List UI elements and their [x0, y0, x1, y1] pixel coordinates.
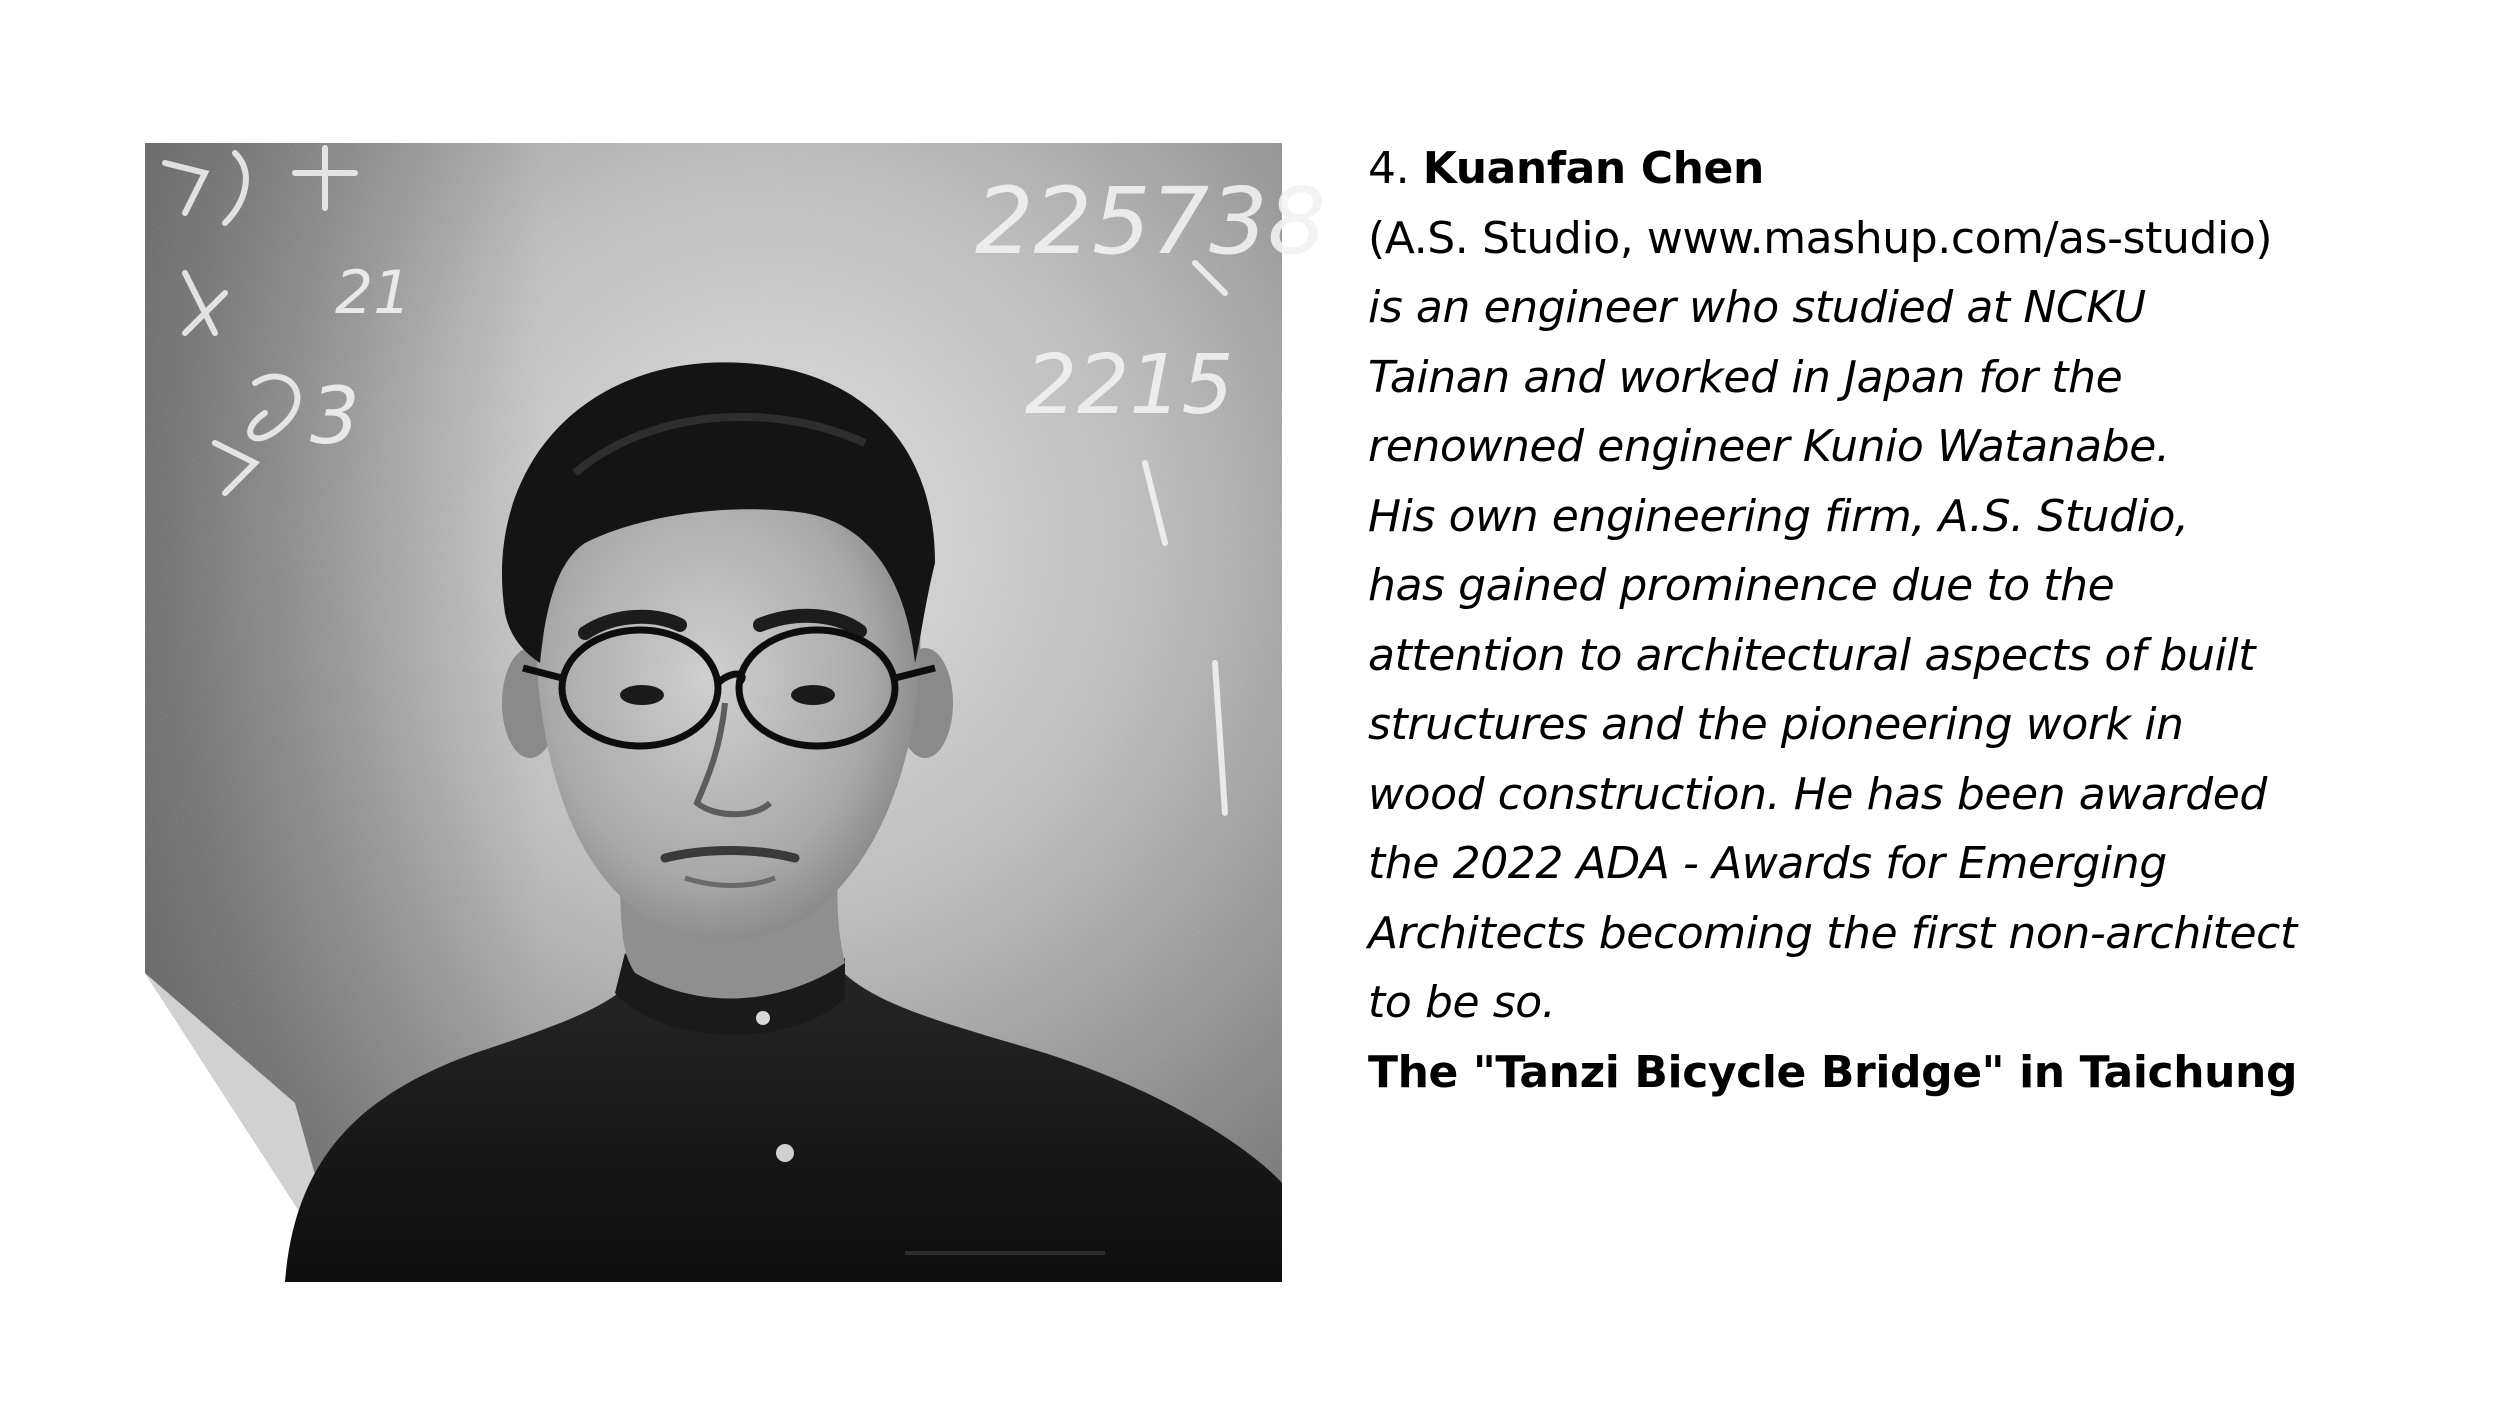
bio-line: structures and the pioneering work in	[1368, 699, 2184, 750]
bio-line: the 2022 ADA - Awards for Emerging	[1368, 838, 2167, 889]
portrait-photo	[145, 143, 1327, 1282]
biography-text	[1368, 134, 2468, 1107]
bio-line: has gained prominence due to the	[1368, 560, 2115, 611]
heading-number: 4.	[1368, 143, 1410, 194]
bio-line: to be so.	[1368, 977, 1556, 1028]
bio-line: renowned engineer Kunio Watanabe.	[1368, 421, 2170, 472]
chalk-numeral-left: 3	[310, 372, 360, 462]
bio-heading	[1368, 134, 2468, 204]
chalk-numerals-middle: 2215	[1025, 338, 1234, 433]
bio-line: Tainan and worked in Japan for the	[1368, 351, 2123, 403]
bio-affiliation: (A.S. Studio, www.mashup.com/as-studio)	[1368, 212, 2273, 264]
portrait-illustration	[145, 143, 1327, 1282]
project-title: The "Tanzi Bicycle Bridge" in Taichung	[1368, 1046, 2298, 1098]
bio-line: His own engineering firm, A.S. Studio,	[1368, 490, 2189, 542]
chalk-numerals-top: 225738	[975, 168, 1327, 275]
bio-line: wood construction. He has been awarded	[1368, 768, 2267, 820]
person-name: Kuanfan Chen	[1422, 143, 1764, 194]
svg-text:21: 21	[335, 258, 412, 328]
bio-line: is an engineer who studied at NCKU	[1368, 282, 2146, 333]
bio-line: attention to architectural aspects of built	[1368, 629, 2256, 681]
bio-line: Architects becoming the first non-architect	[1368, 907, 2297, 959]
